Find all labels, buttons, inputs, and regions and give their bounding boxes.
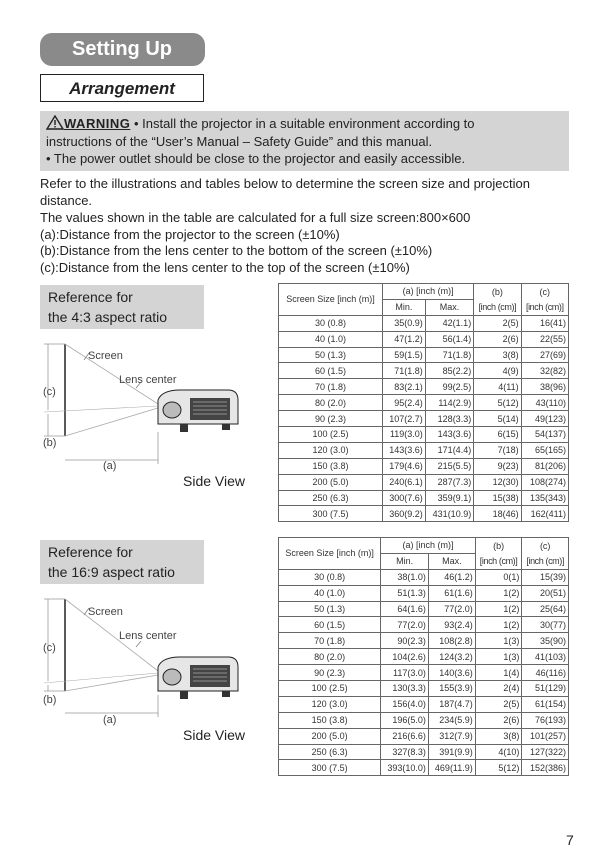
table-cell: 65(165)	[521, 442, 568, 458]
table-cell: 100 (2.5)	[279, 681, 381, 697]
col-c-unit: [inch (cm)]	[521, 299, 568, 315]
table-cell: 200 (5.0)	[279, 474, 383, 490]
table-row	[279, 728, 569, 744]
table-cell: 135(343)	[521, 490, 568, 506]
table-cell: 81(206)	[521, 458, 568, 474]
table-cell: 90 (2.3)	[279, 411, 383, 427]
table-cell: 35(0.9)	[382, 315, 425, 331]
side-view-label-169: Side View	[183, 727, 246, 743]
table-cell: 240(6.1)	[382, 474, 425, 490]
side-view-label-43: Side View	[183, 473, 246, 489]
table-cell: 22(55)	[521, 331, 568, 347]
table-cell: 51(1.3)	[381, 585, 429, 601]
table-cell: 150 (3.8)	[279, 712, 381, 728]
table-cell: 300(7.6)	[382, 490, 425, 506]
table-cell: 130(3.3)	[381, 681, 429, 697]
table-cell: 60 (1.5)	[279, 617, 381, 633]
table-cell: 40 (1.0)	[279, 585, 381, 601]
projection-table-4-3	[278, 283, 569, 522]
table-cell: 200 (5.0)	[279, 728, 381, 744]
label-lens-center-169: Lens center	[119, 630, 177, 642]
table-cell: 114(2.9)	[425, 395, 473, 411]
table-cell: 179(4.6)	[382, 458, 425, 474]
table-cell: 3(8)	[475, 728, 522, 744]
table-cell: 6(15)	[474, 427, 521, 443]
table-cell: 60 (1.5)	[279, 363, 383, 379]
col-c: (c)	[522, 538, 569, 554]
ref-43-line-2: the 4:3 aspect ratio	[48, 309, 168, 325]
table-cell: 360(9.2)	[382, 506, 425, 522]
table-cell: 5(12)	[474, 395, 521, 411]
table-cell: 43(110)	[521, 395, 568, 411]
table-cell: 54(137)	[521, 427, 568, 443]
warning-icon	[46, 115, 64, 130]
table-cell: 127(322)	[522, 744, 569, 760]
table-cell: 83(2.1)	[382, 379, 425, 395]
table-cell: 35(90)	[522, 633, 569, 649]
table-cell: 77(2.0)	[428, 601, 475, 617]
table-cell: 50 (1.3)	[279, 347, 383, 363]
table-cell: 61(1.6)	[428, 585, 475, 601]
table-row	[279, 315, 569, 331]
table-row	[279, 633, 569, 649]
refer-line-1: Refer to the illustrations and tables below to determine the screen size and projection	[40, 176, 530, 191]
table-cell: 152(386)	[522, 760, 569, 776]
table-row	[279, 379, 569, 395]
projector-illustration	[158, 390, 238, 432]
table-cell: 49(123)	[521, 411, 568, 427]
table-cell: 2(5)	[474, 315, 521, 331]
col-b-unit: [inch (cm)]	[474, 299, 521, 315]
table-row	[279, 411, 569, 427]
table-cell: 51(129)	[522, 681, 569, 697]
table-cell: 47(1.2)	[382, 331, 425, 347]
table-cell: 1(4)	[475, 665, 522, 681]
table-cell: 143(3.6)	[382, 442, 425, 458]
table-cell: 59(1.5)	[382, 347, 425, 363]
table-cell: 30(77)	[522, 617, 569, 633]
table-cell: 46(1.2)	[428, 569, 475, 585]
table-cell: 1(2)	[475, 585, 522, 601]
table-cell: 2(5)	[475, 696, 522, 712]
warning-label: WARNING	[64, 116, 131, 131]
table-cell: 156(4.0)	[381, 696, 429, 712]
table-cell: 7(18)	[474, 442, 521, 458]
col-a: (a) [inch (m)]	[382, 284, 473, 300]
col-b: (b)	[475, 538, 522, 554]
table-cell: 80 (2.0)	[279, 649, 381, 665]
table-cell: 0(1)	[475, 569, 522, 585]
label-c-43: (c)	[43, 386, 56, 398]
table-cell: 85(2.2)	[425, 363, 473, 379]
table-cell: 90(2.3)	[381, 633, 429, 649]
table-row	[279, 760, 569, 776]
col-max: Max.	[425, 299, 473, 315]
table-cell: 40 (1.0)	[279, 331, 383, 347]
table-cell: 391(9.9)	[428, 744, 475, 760]
table-cell: 50 (1.3)	[279, 601, 381, 617]
warning-text-3: • The power outlet should be close to the projector and easily accessible.	[46, 151, 466, 166]
table-cell: 2(4)	[475, 681, 522, 697]
table-cell: 41(103)	[522, 649, 569, 665]
col-min: Min.	[381, 553, 429, 569]
table-cell: 312(7.9)	[428, 728, 475, 744]
col-min: Min.	[382, 299, 425, 315]
table-cell: 108(274)	[521, 474, 568, 490]
table-cell: 140(3.6)	[428, 665, 475, 681]
projector-illustration	[158, 657, 238, 699]
ref-169-line-1: Reference for	[48, 544, 133, 560]
refer-line-2: distance.	[40, 192, 93, 208]
label-a-43: (a)	[103, 460, 117, 472]
table-cell: 70 (1.8)	[279, 633, 381, 649]
col-max: Max.	[428, 553, 475, 569]
table-cell: 27(69)	[521, 347, 568, 363]
label-a-169: (a)	[103, 714, 117, 726]
table-cell: 56(1.4)	[425, 331, 473, 347]
def-b: (b):Distance from the lens center to the bottom of the screen (±10%)	[40, 243, 433, 258]
warning-box	[40, 111, 569, 171]
table-cell: 18(46)	[474, 506, 521, 522]
projection-table-16-9	[278, 537, 569, 776]
table-cell: 469(11.9)	[428, 760, 475, 776]
def-c: (c):Distance from the lens center to the top of the screen (±10%)	[40, 259, 410, 275]
def-a: (a):Distance from the projector to the screen (±10%)	[40, 226, 340, 242]
table-cell: 234(5.9)	[428, 712, 475, 728]
label-b-43: (b)	[43, 437, 57, 449]
table-row	[279, 331, 569, 347]
table-cell: 4(10)	[475, 744, 522, 760]
table-cell: 15(39)	[522, 569, 569, 585]
table-cell: 16(41)	[521, 315, 568, 331]
ref-43-line-1: Reference for	[48, 289, 133, 305]
table-cell: 9(23)	[474, 458, 521, 474]
table-cell: 1(3)	[475, 633, 522, 649]
label-c-169: (c)	[43, 642, 56, 654]
col-b-unit: [inch (cm)]	[475, 553, 522, 569]
warning-text-2: instructions of the “User’s Manual – Safety Guide” and this manual.	[46, 133, 433, 149]
table-cell: 250 (6.3)	[279, 744, 381, 760]
table-cell: 104(2.6)	[381, 649, 429, 665]
label-lens-center-43: Lens center	[119, 374, 177, 386]
table-cell: 287(7.3)	[425, 474, 473, 490]
table-cell: 2(6)	[475, 712, 522, 728]
side-view-diagram-16-9	[40, 595, 240, 745]
page-title: Setting Up	[40, 33, 205, 66]
intro-paragraph	[40, 176, 570, 209]
col-c: (c)	[521, 284, 568, 300]
reference-box-4-3	[40, 285, 204, 329]
table-cell: 431(10.9)	[425, 506, 473, 522]
table-cell: 4(11)	[474, 379, 521, 395]
table-cell: 42(1.1)	[425, 315, 473, 331]
table-row	[279, 696, 569, 712]
ref-169-line-2: the 16:9 aspect ratio	[48, 564, 175, 580]
col-c-unit: [inch (cm)]	[522, 553, 569, 569]
table-cell: 120 (3.0)	[279, 696, 381, 712]
table-cell: 171(4.4)	[425, 442, 473, 458]
table-cell: 90 (2.3)	[279, 665, 381, 681]
table-cell: 15(38)	[474, 490, 521, 506]
label-screen-169: Screen	[88, 606, 123, 618]
reference-box-16-9	[40, 540, 204, 584]
table-cell: 327(8.3)	[381, 744, 429, 760]
table-cell: 300 (7.5)	[279, 506, 383, 522]
section-subtitle: Arrangement	[40, 74, 204, 102]
table-cell: 38(96)	[521, 379, 568, 395]
table-row	[279, 569, 569, 585]
table-row	[279, 427, 569, 443]
table-cell: 25(64)	[522, 601, 569, 617]
table-cell: 393(10.0)	[381, 760, 429, 776]
table-cell: 30 (0.8)	[279, 315, 383, 331]
table-cell: 2(6)	[474, 331, 521, 347]
table-row	[279, 649, 569, 665]
table-cell: 99(2.5)	[425, 379, 473, 395]
table-cell: 5(12)	[475, 760, 522, 776]
table-cell: 30 (0.8)	[279, 569, 381, 585]
table-cell: 108(2.8)	[428, 633, 475, 649]
table-cell: 359(9.1)	[425, 490, 473, 506]
table-cell: 64(1.6)	[381, 601, 429, 617]
table-cell: 61(154)	[522, 696, 569, 712]
table-row	[279, 395, 569, 411]
col-screen-size: Screen Size [inch (m)]	[279, 284, 383, 316]
table-cell: 80 (2.0)	[279, 395, 383, 411]
table-row	[279, 506, 569, 522]
table-cell: 95(2.4)	[382, 395, 425, 411]
table-cell: 70 (1.8)	[279, 379, 383, 395]
table-row	[279, 474, 569, 490]
values-line: The values shown in the table are calculated for a full size screen:800×600	[40, 210, 471, 225]
table-cell: 71(1.8)	[425, 347, 473, 363]
table-row	[279, 585, 569, 601]
table-cell: 77(2.0)	[381, 617, 429, 633]
label-b-169: (b)	[43, 694, 57, 706]
table-cell: 101(257)	[522, 728, 569, 744]
table-cell: 76(193)	[522, 712, 569, 728]
table-cell: 5(14)	[474, 411, 521, 427]
table-cell: 46(116)	[522, 665, 569, 681]
table-cell: 250 (6.3)	[279, 490, 383, 506]
table-cell: 300 (7.5)	[279, 760, 381, 776]
table-cell: 1(3)	[475, 649, 522, 665]
side-view-diagram-4-3	[40, 338, 240, 488]
table-row	[279, 363, 569, 379]
table-cell: 20(51)	[522, 585, 569, 601]
table-cell: 1(2)	[475, 617, 522, 633]
table-cell: 71(1.8)	[382, 363, 425, 379]
table-cell: 119(3.0)	[382, 427, 425, 443]
col-a: (a) [inch (m)]	[381, 538, 475, 554]
table-cell: 4(9)	[474, 363, 521, 379]
table-row	[279, 681, 569, 697]
table-cell: 215(5.5)	[425, 458, 473, 474]
table-cell: 143(3.6)	[425, 427, 473, 443]
definitions	[40, 210, 570, 276]
table-row	[279, 490, 569, 506]
table-cell: 3(8)	[474, 347, 521, 363]
table-cell: 128(3.3)	[425, 411, 473, 427]
warning-text-1: • Install the projector in a suitable environment according to	[130, 116, 475, 131]
col-b: (b)	[474, 284, 521, 300]
table-cell: 187(4.7)	[428, 696, 475, 712]
table-cell: 38(1.0)	[381, 569, 429, 585]
table-row	[279, 458, 569, 474]
table-row	[279, 442, 569, 458]
table-row	[279, 712, 569, 728]
table-cell: 162(411)	[521, 506, 568, 522]
col-screen-size: Screen Size [inch (m)]	[279, 538, 381, 570]
table-cell: 150 (3.8)	[279, 458, 383, 474]
table-cell: 117(3.0)	[381, 665, 429, 681]
table-row	[279, 744, 569, 760]
table-cell: 107(2.7)	[382, 411, 425, 427]
label-screen-43: Screen	[88, 350, 123, 362]
table-cell: 124(3.2)	[428, 649, 475, 665]
table-cell: 32(82)	[521, 363, 568, 379]
table-cell: 1(2)	[475, 601, 522, 617]
table-cell: 196(5.0)	[381, 712, 429, 728]
table-cell: 93(2.4)	[428, 617, 475, 633]
table-row	[279, 601, 569, 617]
table-cell: 155(3.9)	[428, 681, 475, 697]
table-row	[279, 617, 569, 633]
table-row	[279, 347, 569, 363]
page-number: 7	[566, 832, 574, 848]
table-cell: 216(6.6)	[381, 728, 429, 744]
table-cell: 12(30)	[474, 474, 521, 490]
table-cell: 120 (3.0)	[279, 442, 383, 458]
table-cell: 100 (2.5)	[279, 427, 383, 443]
table-row	[279, 665, 569, 681]
